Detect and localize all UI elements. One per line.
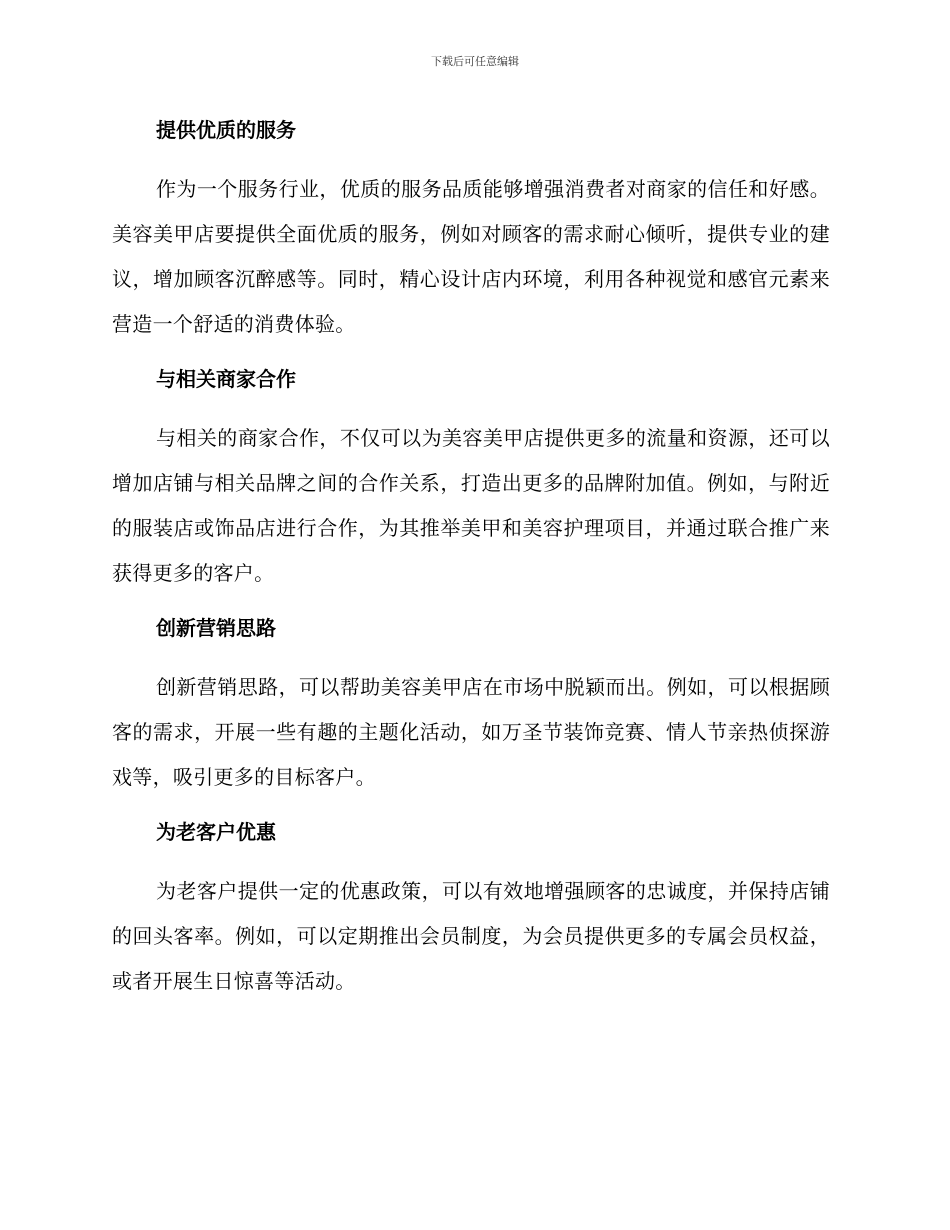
section-paragraph: 作为一个服务行业，优质的服务品质能够增强消费者对商家的信任和好感。美容美甲店要提供全面优质的服务，例如对顾客的需求耐心倾听，提供专业的建议，增加顾客沉醉感等。同时，精心设计店内环境，利用各种视觉和感官元素来营造一个舒适的消费体验。: [112, 177, 830, 336]
document-content: [112, 110, 830, 1016]
section-quality-service: [112, 110, 830, 347]
section-loyal-customer-discount: [112, 812, 830, 1004]
section-innovative-marketing: [112, 608, 830, 800]
section-heading: 与相关商家合作: [156, 367, 296, 391]
section-paragraph: 创新营销思路，可以帮助美容美甲店在市场中脱颖而出。例如，可以根据顾客的需求，开展一些有趣的主题化活动，如万圣节装饰竞赛、情人节亲热侦探游戏等，吸引更多的目标客户。: [112, 675, 830, 789]
section-business-partnership: [112, 359, 830, 596]
section-paragraph: 为老客户提供一定的优惠政策，可以有效地增强顾客的忠诚度，并保持店铺的回头客率。例如，可以定期推出会员制度，为会员提供更多的专属会员权益，或者开展生日惊喜等活动。: [112, 879, 830, 993]
section-heading: 提供优质的服务: [156, 118, 296, 142]
page-header: 下载后可任意编辑: [431, 55, 519, 68]
section-paragraph: 与相关的商家合作，不仅可以为美容美甲店提供更多的流量和资源，还可以增加店铺与相关品牌之间的合作关系，打造出更多的品牌附加值。例如，与附近的服装店或饰品店进行合作，为其推举美甲和美容护理项目，并通过联合推广来获得更多的客户。: [112, 426, 830, 585]
section-heading: 为老客户优惠: [156, 820, 276, 844]
section-heading: 创新营销思路: [156, 616, 276, 640]
